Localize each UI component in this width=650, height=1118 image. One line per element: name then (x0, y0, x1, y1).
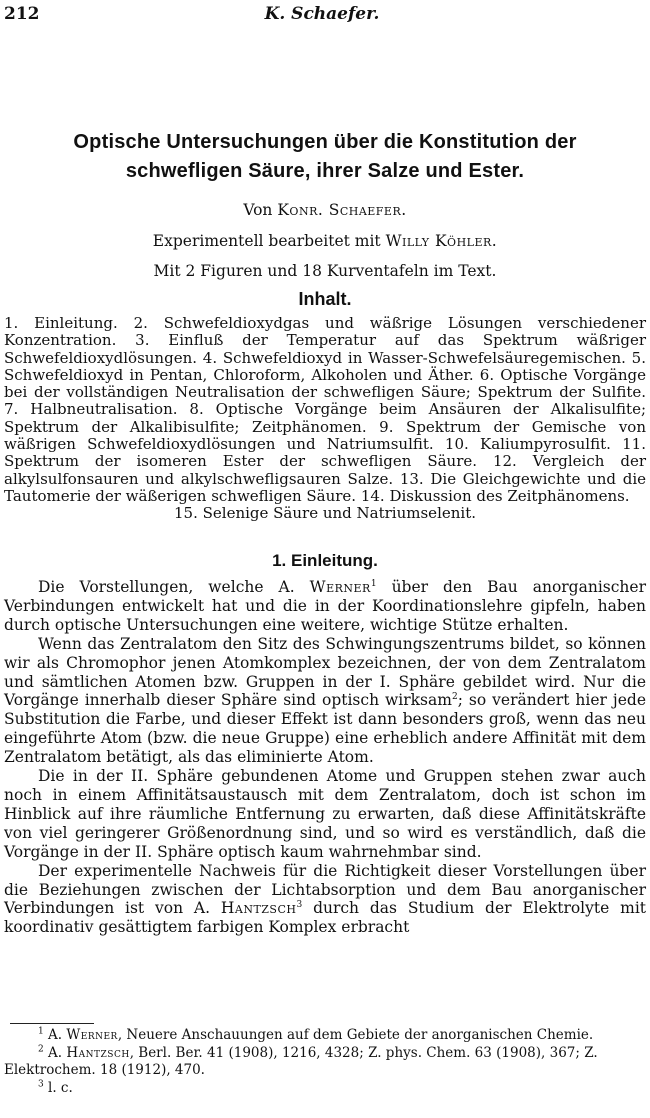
p1-text-a: Die Vorstellungen, welche A. (38, 578, 295, 596)
footnote-1-mark: 1 (38, 1026, 44, 1037)
footnote-2-author: Hantzsch (66, 1044, 130, 1061)
collaboration-note (0, 232, 650, 250)
paragraph-1 (4, 578, 646, 635)
footnote-2-text-a: A. (48, 1044, 63, 1061)
paragraph-4 (4, 862, 646, 938)
title-line-2: schwefligen Säure, ihrer Salze und Ester. (125, 160, 525, 182)
toc-text: 1. Einleitung. 2. Schwefeldioxydgas und wäßrige Lösungen verschiedener Konzentration. 3. Einfluß der Temperatur auf das Spektrum wäßriger Schwefeldioxydlösungen. 4. Schwefeldioxyd in Wasser-Schwefelsäuregemischen. 5. Schwefeldioxyd in Pentan, Chloroform, Alkoholen und Äther. 6. Optische Vorgänge bei der vollständigen Neutralisation der schwefligen Säure; Spektrum der Sulfite. 7. Halbneutralisation. 8. Optische Vorgänge beim Ansäuren der Alkalisulfite; Spektrum der Alkalibisulfite; Zeitphänomen. 9. Spektrum der Gemische von wäßrigen Schwefeldioxydlösungen und Natriumsulfit. 10. Kaliumpyrosulfit. 11. Spektrum der isomeren Ester der schwefligen Säure. 12. Vergleich der alkylsulfonsauren und alkylschwefligsauren Salze. 13. Die Gleichgewichte und die Tautomerie der wäßerigen schwefligen Säure. 14. Diskussion des Zeitphänomens. (4, 314, 646, 505)
footnote-ref-3: 3 (296, 900, 303, 911)
footnote-2-mark: 2 (38, 1044, 44, 1054)
p2-text-a: Wenn das Zentralatom den Sitz des Schwingungszentrums bildet, so können wir als Chromophor jenen Atomkomplex bezeichnen, der von dem Zentralatom und sämtlichen Atomen bzw. Gruppen in der I. Sphäre gebildet wird. Nur die Vorgänge innerhalb dieser Sphäre sind optisch wirksam (4, 634, 646, 710)
p4-text-a: Der experimentelle Nachweis für die Richtigkeit dieser Vorstellungen über die Beziehungen zwischen der Lichtabsorption und dem Bau anorganischer Verbindungen ist von A. (4, 861, 646, 918)
page-header (4, 4, 640, 28)
footnote-ref-2: 2 (451, 692, 458, 703)
footnotes (4, 1027, 646, 1097)
footnote-1 (4, 1027, 646, 1045)
paragraph-3: Die in der II. Sphäre gebundenen Atome und Gruppen stehen zwar auch noch in einem Affinitätsaustausch mit dem Zentralatom, doch ist schon im Hinblick auf ihre räumliche Entfernung zu erwarten, daß diese Affinitätskräfte von viel geringerer Größenordnung sind, und so wird es verständlich, daß die Vorgänge in der II. Sphäre optisch kaum wahrnehmbar sind. (4, 767, 646, 861)
footnote-ref-1: 1 (370, 578, 377, 589)
footnote-3-mark: 3 (38, 1079, 44, 1089)
article-title (0, 128, 650, 186)
footnote-3 (4, 1080, 646, 1098)
running-head: K. Schaefer. (264, 4, 380, 24)
p2-text-b: ; so verändert hier jede Substitution die Farbe, und dieser Effekt ist dann besonders groß, wenn das neu eingeführte Atom (bzw. die neue Gruppe) eine erheblich andere Affinität mit dem Zentralatom betätigt, als das eliminierte Atom. (4, 691, 646, 767)
p1-author-ref: Werner (309, 578, 371, 596)
byline (0, 201, 650, 219)
figures-note: Mit 2 Figuren und 18 Kurventafeln im Text. (153, 262, 497, 280)
collaborator-name: Willy Köhler. (385, 232, 498, 250)
p1-text-b: über den Bau anorganischer Verbindungen entwickelt hat und die in der Koordinationslehre gipfeln, haben durch optische Untersuchungen eine weitere, wichtige Stütze erhalten. (4, 578, 646, 634)
footnote-2-text-b: , Berl. Ber. 41 (1908), 1216, 4328; Z. phys. Chem. 63 (1908), 367; Z. Elektrochem. 18 (1912), 470. (4, 1044, 598, 1078)
toc-last-item: 15. Selenige Säure und Natriumselenit. (174, 504, 476, 523)
author-name: Konr. Schaefer. (277, 201, 407, 219)
paragraph-2 (4, 635, 646, 767)
table-of-contents (4, 315, 646, 523)
title-line-1: Optische Untersuchungen über die Konstitution der (73, 131, 577, 153)
footnote-rule (10, 1023, 94, 1024)
footnote-1-text-a: A. (48, 1027, 63, 1043)
footnote-2 (4, 1045, 646, 1080)
byline-prefix: Von (243, 201, 273, 219)
footnote-1-author: Werner (66, 1027, 118, 1043)
collab-prefix: Experimentell bearbeitet mit (152, 232, 381, 250)
footnote-1-text-b: , Neuere Anschauungen auf dem Gebiete der anorganischen Chemie. (117, 1027, 594, 1043)
page-number: 212 (4, 4, 40, 24)
toc-heading: Inhalt. (298, 289, 352, 309)
p4-text-b: durch das Studium der Elektrolyte mit koordinativ gesättigtem farbigen Komplex erbracht (4, 899, 647, 937)
p4-author-ref: Hantzsch (220, 899, 297, 918)
section-body (4, 578, 646, 937)
section-heading: 1. Einleitung. (272, 551, 378, 570)
footnote-3-text: l. c. (48, 1079, 73, 1096)
